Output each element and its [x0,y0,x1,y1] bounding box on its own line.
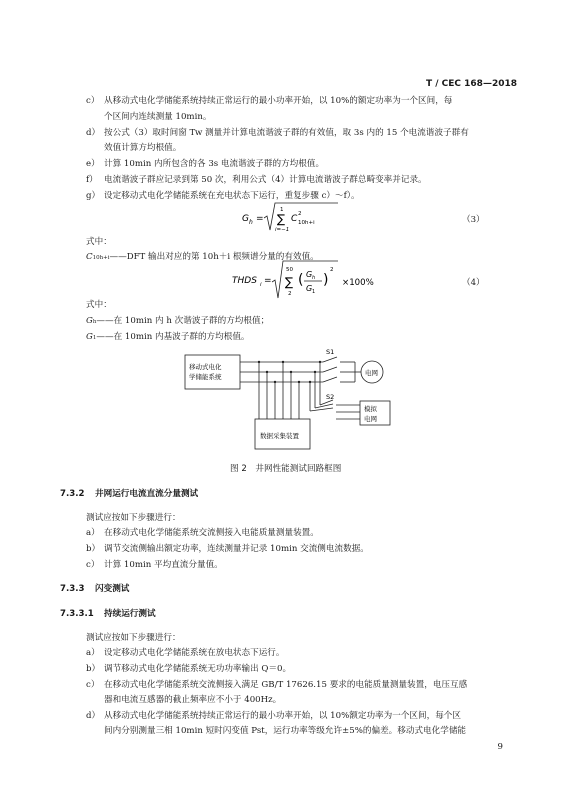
s732-step-a-marker: a） [86,528,100,538]
where2-item-g1: G1——在 10min 内基波子群的方均根值。 [86,332,250,342]
section-7-3-3-1-intro: 测试应按如下步骤进行： [86,633,181,643]
step-g-marker: g） [86,191,101,201]
where2-label: 式中： [86,300,112,310]
eq4-number: （4） [462,278,485,288]
s7331-step-c-marker: c） [86,680,100,690]
eq4-lhs-sub: i [260,282,262,288]
eq3-term: C [291,214,298,224]
eq4-square: 2 [330,267,334,273]
sim-grid-label-2: 电网 [364,415,377,423]
step-g-line1: 设定移动式电化学储能系统在充电状态下运行，重复步骤 c）～f）。 [104,191,360,201]
section-7-3-2-number: 7.3.2 [60,489,85,499]
where2-item-gh: Gh——在 10min 内 h 次谐波子群的方均根值； [86,316,270,326]
storage-system-box [185,355,240,389]
eq3-sum-bottom: i=−1 [275,227,290,233]
eq3-term-sup: 2 [298,211,302,217]
switch-s2-label: S2 [326,393,335,401]
s7331-step-d-marker: d） [86,711,101,721]
step-d-line1: 按公式（3）取时间窗 Tw 测量并计算电流谐波子群的有效值，取 3s 内的 15 个电流谐波子群有 [104,128,469,138]
eq3-equals: = [256,214,264,224]
sim-grid-label-1: 模拟 [364,405,377,413]
s7331-step-d-line1: 从移动式电化学储能系统持续正常运行的最小功率开始，以 10%额定功率为一个区间，每个区 [104,711,461,721]
eq4-equals: = [264,276,272,286]
s7331-step-b-marker: b） [86,664,101,674]
eq3-sigma: ∑ [277,212,286,226]
section-7-3-3-number: 7.3.3 [60,584,85,594]
step-e-marker: e） [86,159,100,169]
daq-label: 数据采集装置 [260,432,299,440]
s7331-step-c-line1: 在移动式电化学储能系统交流侧接入满足 GB/T 17626.15 要求的电能质量测量装置，电压互感 [104,680,468,690]
figure-caption: 图 2 井网性能测试回路框图 [230,464,342,474]
section-7-3-3-1-number: 7.3.3.1 [60,609,94,619]
where1-label: 式中： [86,237,112,247]
eq3-term-sub: 10h+i [298,220,315,226]
s7331-step-b-line1: 调节移动式电化学储能系统无功功率输出 Q＝0。 [104,664,292,674]
storage-label-1: 移动式电化 [189,363,222,371]
eq4-sum-bottom: 2 [288,291,292,297]
step-e-line1: 计算 10min 内所包含的各 3s 电流谐波子群的方均根值。 [104,159,325,169]
eq3-sum-top: 1 [280,207,284,213]
eq4-num: G [306,270,313,279]
eq4-lhs: THDS [232,276,257,286]
eq3-number: （3） [462,215,485,225]
s7331-step-a-line1: 设定移动式电化学储能系统在放电状态下运行。 [104,648,285,658]
section-7-3-3-title: 闪变测试 [95,584,130,594]
equation-3 [240,200,390,234]
eq3-lhs: G [242,214,249,224]
grid-label: 电网 [365,369,378,377]
eq4-rparen: ) [323,272,329,288]
s7331-step-a-marker: a） [86,648,100,658]
page-number: 9 [497,742,503,752]
step-d-line2: 效值计算方均根值。 [104,143,182,153]
s732-step-c-marker: c） [86,560,100,570]
eq4-sigma: ∑ [285,275,294,289]
step-c-line1: 从移动式电化学储能系统持续正常运行的最小功率开始，以 10%的额定功率为一个区间，每 [104,96,453,106]
step-f-marker: f） [86,175,98,185]
s732-step-c-text: 计算 10min 平均直流分量值。 [104,560,223,570]
test-circuit-diagram [175,345,405,457]
s732-step-b-marker: b） [86,544,101,554]
eq4-sum-top: 50 [286,267,293,273]
eq4-den: G [306,284,313,293]
step-f-line1: 电流谐波子群应记录到第 50 次，利用公式（4）计算电流谐波子群总畸变率并记录。 [104,175,427,185]
equation-4 [230,258,410,304]
s732-step-b-text: 调节交流侧输出额定功率，连续测量并记录 10min 交流侧电流数据。 [104,544,369,554]
section-7-3-2-intro: 测试应按如下步骤进行： [86,513,181,523]
section-7-3-3-1-title: 持续运行测试 [104,609,156,619]
step-d-marker: d） [86,128,101,138]
standard-code: T / CEC 168—2018 [425,79,517,89]
where1-item: C10h+i——DFT 输出对应的第 10h＋i 根频谱分量的有效值。 [86,252,319,262]
s7331-step-c-line2: 器和电流互感器的截止频率应不小于 400Hz。 [104,695,282,705]
eq4-lparen: ( [298,272,304,288]
eq4-num-sub: h [312,275,316,281]
switch-s1-label: S1 [326,348,335,356]
section-7-3-2-title: 井网运行电流直流分量测试 [95,489,199,499]
eq4-tail: ×100% [342,278,374,288]
eq4-den-sub: 1 [312,289,316,295]
s7331-step-d-line2: 间内分别测量三相 10min 短时闪变值 Pst，运行功率等级允许±5%的偏差。移动式电化学储能 [104,726,467,736]
step-c-line2: 个区间内连续测量 10min。 [104,112,212,122]
s732-step-a-text: 在移动式电化学储能系统交流侧接入电能质量测量装置。 [104,528,319,538]
step-c-marker: c） [86,96,100,106]
eq3-lhs-sub: h [249,219,253,226]
storage-label-2: 学储能系统 [189,373,222,381]
